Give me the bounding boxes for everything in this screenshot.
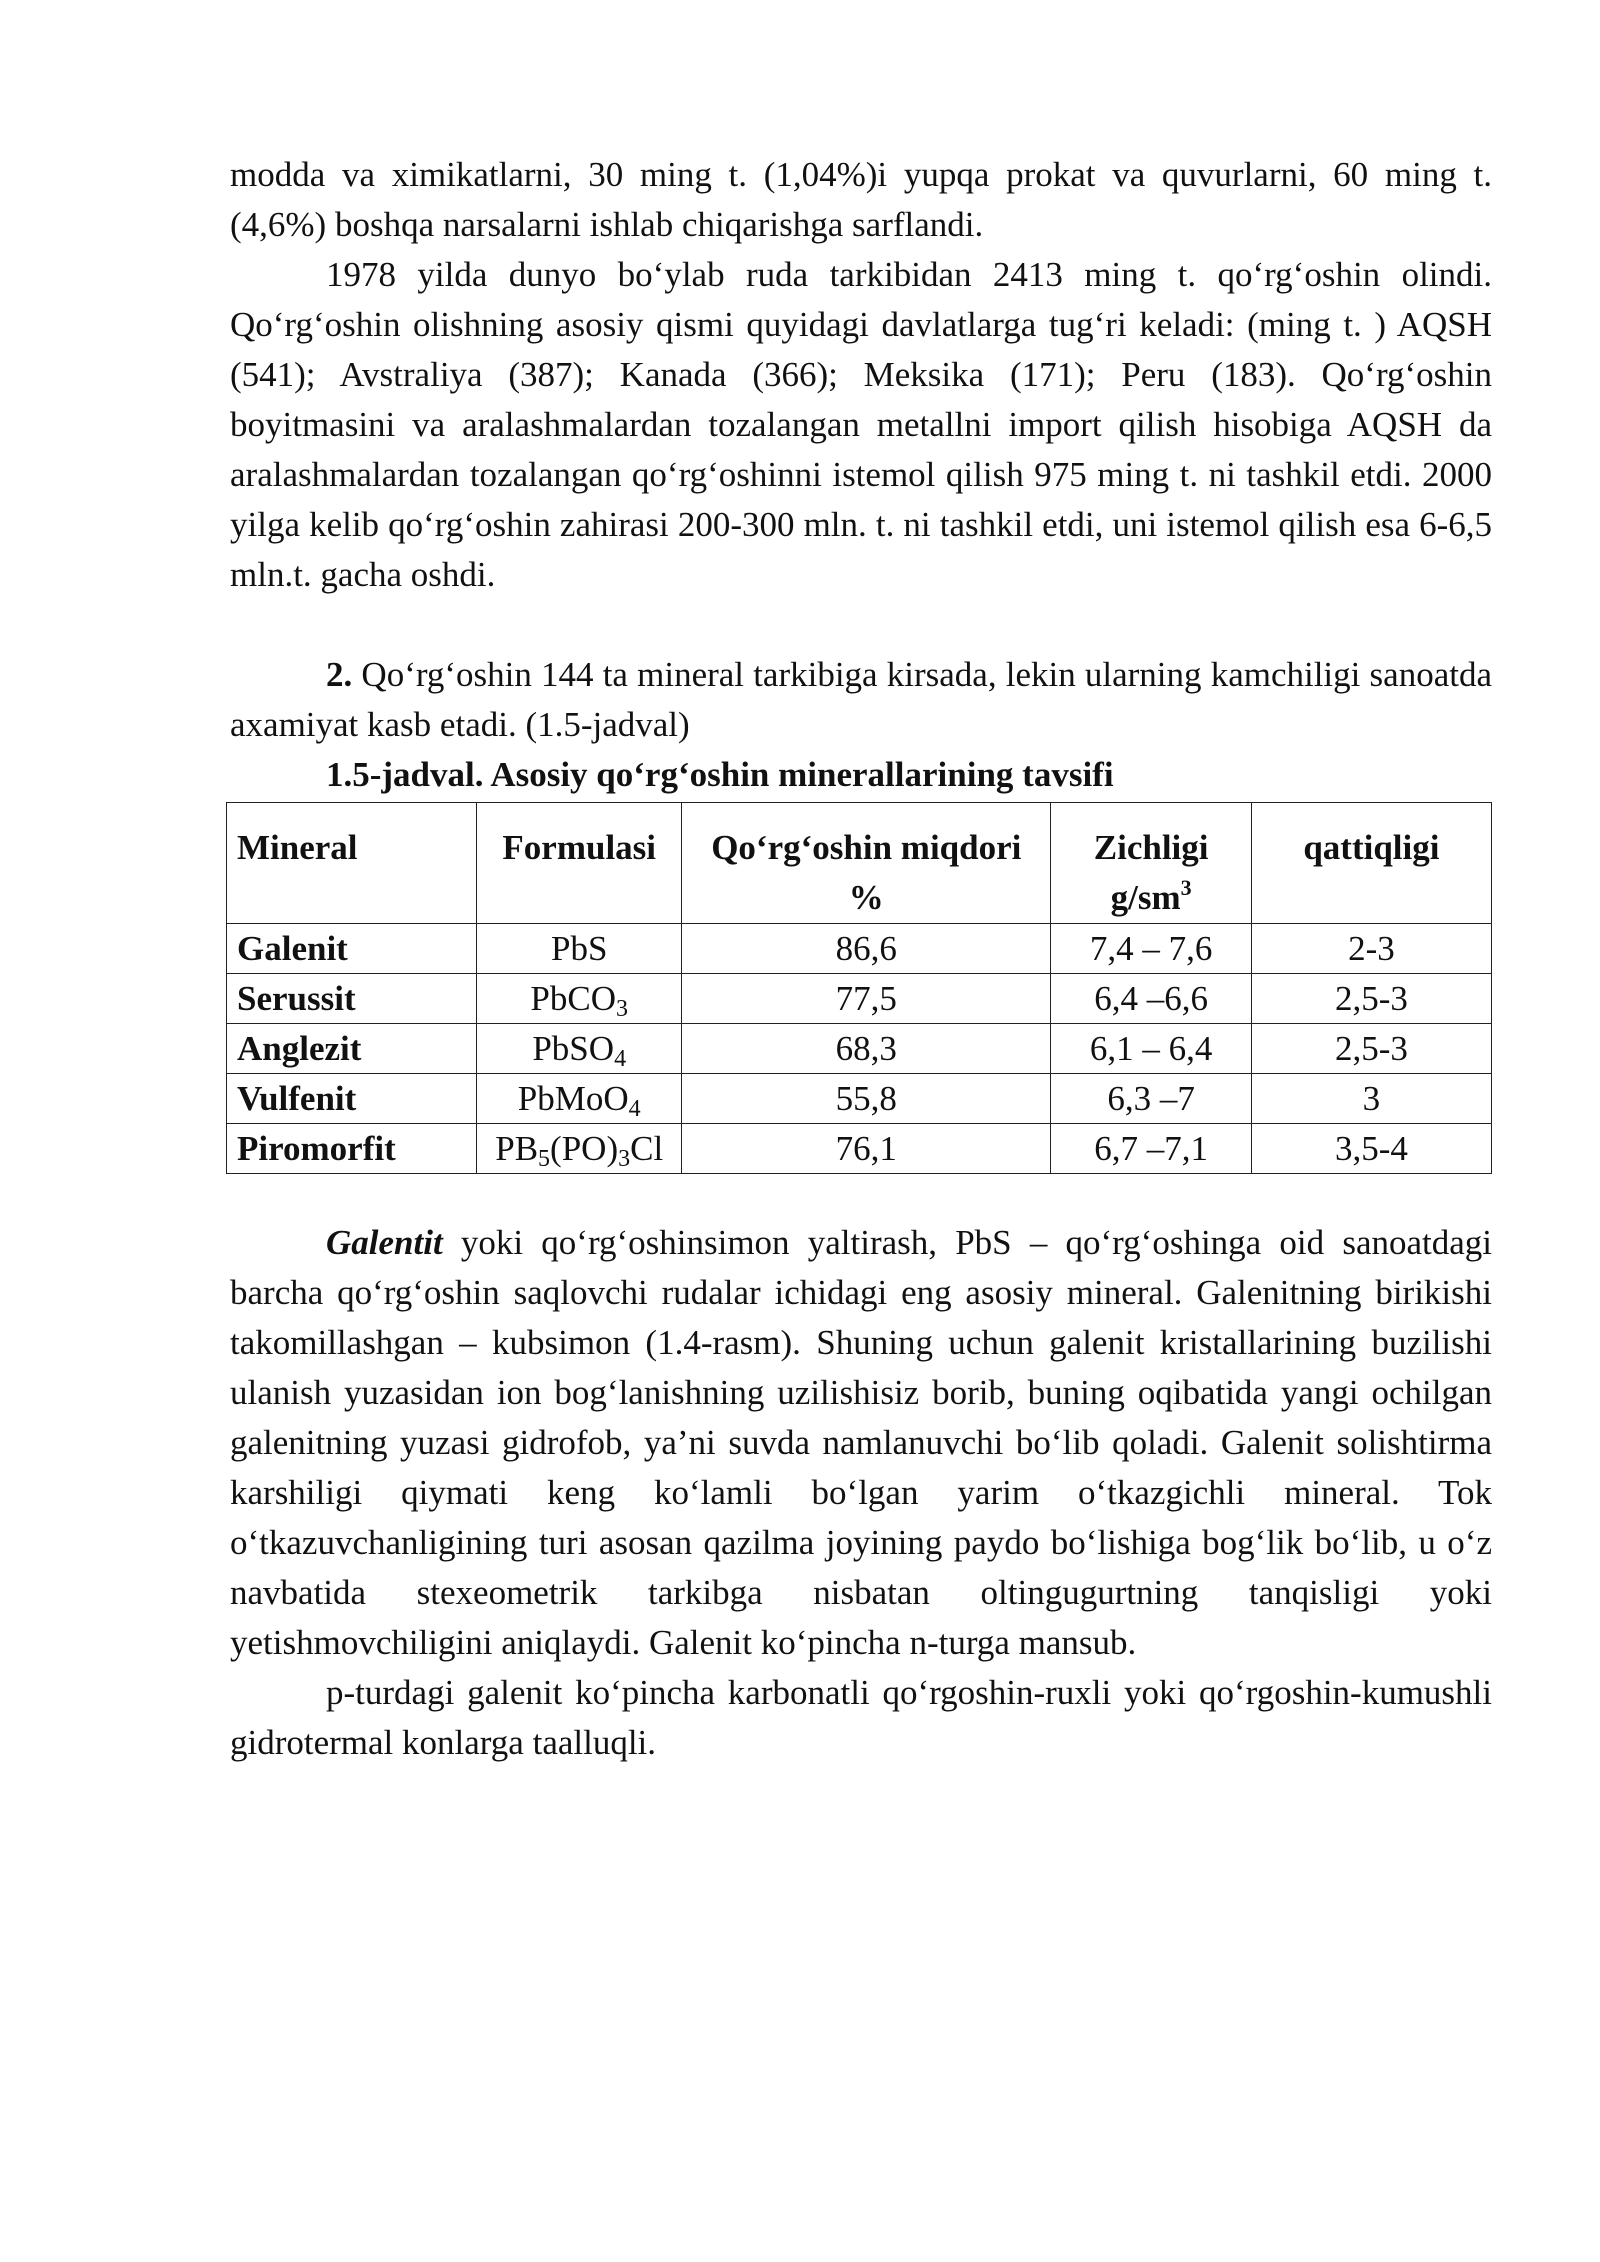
header-lead-line2: % — [848, 878, 884, 917]
header-lead-line1: Qo‘rg‘oshin miqdori — [711, 828, 1022, 867]
cell-density: 6,1 – 6,4 — [1051, 1024, 1251, 1074]
cell-lead-content: 68,3 — [682, 1024, 1051, 1074]
header-density-line1: Zichligi — [1093, 828, 1209, 867]
section-number: 2. — [326, 655, 353, 694]
formula-part: PbS — [550, 929, 608, 968]
header-formula: Formulasi — [477, 803, 682, 924]
cell-density: 6,4 –6,6 — [1051, 974, 1251, 1024]
header-lead-content — [682, 803, 1051, 924]
cell-formula — [477, 924, 682, 974]
paragraph-minerals — [230, 650, 1492, 750]
header-density-unit-exponent: 3 — [1180, 875, 1192, 900]
table-header-row — [227, 803, 1492, 924]
cell-lead-content: 86,6 — [682, 924, 1051, 974]
formula-part: PB — [495, 1129, 539, 1168]
cell-density: 7,4 – 7,6 — [1051, 924, 1251, 974]
formula-part: PbMoO — [517, 1079, 629, 1118]
cell-formula — [477, 1124, 682, 1174]
galena-term: Galentit — [326, 1223, 443, 1262]
cell-hardness: 3 — [1251, 1074, 1491, 1124]
formula-subscript: 5 — [538, 1146, 551, 1172]
cell-lead-content: 55,8 — [682, 1074, 1051, 1124]
cell-formula — [477, 1024, 682, 1074]
table-title: 1.5-jadval. Asosiy qo‘rg‘oshin minerallarining tavsifi — [326, 755, 1114, 794]
formula-subscript: 3 — [618, 1146, 631, 1172]
cell-mineral-name: Galenit — [227, 924, 477, 974]
cell-lead-content: 76,1 — [682, 1124, 1051, 1174]
header-density-unit: g/sm — [1110, 878, 1181, 917]
formula-part: PbCO — [530, 979, 616, 1018]
cell-density: 6,3 –7 — [1051, 1074, 1251, 1124]
cell-mineral-name: Vulfenit — [227, 1074, 477, 1124]
paragraph-intro: modda va ximikatlarni, 30 ming t. (1,04%)i yupqa prokat va quvurlarni, 60 ming t. (4,6%) boshqa narsalarni ishlab chiqarishga sarflandi. — [230, 155, 1492, 244]
cell-hardness: 3,5-4 — [1251, 1124, 1491, 1174]
cell-hardness: 2-3 — [1251, 924, 1491, 974]
cell-density: 6,7 –7,1 — [1051, 1124, 1251, 1174]
paragraph-galena-text: yoki qo‘rg‘oshinsimon yaltirash, PbS – qo‘rg‘oshinga oid sanoatdagi barcha qo‘rg‘oshin saqlovchi rudalar ichidagi eng asosiy mineral. Galenitning birikishi takomillashgan – kubsimon (1.4-rasm). Shuning uchun galenit kristallarining buzilishi ulanish yuzasidan ion bog‘lanishning uzilishisiz borib, buning oqibatida yangi ochilgan galenitning yuzasi gidrofob, ya’ni suvda namlanuvchi bo‘lib qoladi. Galenit solishtirma karshiligi qiymati keng ko‘lamli bo‘lgan yarim o‘tkazgichli mineral. Tok o‘tkazuvchanligining turi asosan qazilma joyining paydo bo‘lishiga bog‘lik bo‘lib, u o‘z navbatida stexeometrik tarkibga nisbatan oltingugurtning tanqisligi yoki yetishmovchiligini aniqlaydi. Galenit ko‘pincha n-turga mansub. — [230, 1223, 1492, 1662]
cell-hardness: 2,5-3 — [1251, 1024, 1491, 1074]
formula-subscript: 4 — [614, 1046, 627, 1072]
cell-mineral-name: Piromorfit — [227, 1124, 477, 1174]
formula-subscript: 3 — [616, 996, 628, 1022]
formula-part: Cl — [630, 1129, 664, 1168]
cell-hardness: 2,5-3 — [1251, 974, 1491, 1024]
paragraph-minerals-text: Qo‘rg‘oshin 144 ta mineral tarkibiga kirsada, lekin ularning kamchiligi sanoatda axamiyat kasb etadi. (1.5-jadval) — [230, 655, 1492, 744]
document-page — [230, 150, 1492, 1768]
paragraph-production: 1978 yilda dunyo bo‘ylab ruda tarkibidan 2413 ming t. qo‘rg‘oshin olindi. Qo‘rg‘oshin olishning asosiy qismi quyidagi davlatlarga tug‘ri keladi: (ming t. ) AQSH (541); Avstraliya (387); Kanada (366); Meksika (171); Peru (183). Qo‘rg‘oshin boyitmasini va aralashmalardan tozalangan metallni import qilish hisobiga AQSH da aralashmalardan tozalangan qo‘rg‘oshinni istemol qilish 975 ming t. ni tashkil etdi. 2000 yilga kelib qo‘rg‘oshin zahirasi 200-300 mln. t. ni tashkil etdi, uni istemol qilish esa 6-6,5 mln.t. gacha oshdi. — [230, 255, 1492, 594]
table-row — [227, 1074, 1492, 1124]
cell-mineral-name: Serussit — [227, 974, 477, 1024]
formula-part: PbSO — [532, 1029, 615, 1068]
header-hardness: qattiqligi — [1251, 803, 1491, 924]
cell-formula — [477, 1074, 682, 1124]
table-body — [227, 924, 1492, 1174]
table-row — [227, 1124, 1492, 1174]
table-row — [227, 1024, 1492, 1074]
cell-mineral-name: Anglezit — [227, 1024, 477, 1074]
header-mineral: Mineral — [227, 803, 477, 924]
formula-subscript: 4 — [628, 1096, 641, 1122]
header-density — [1051, 803, 1251, 924]
paragraph-p-type-galena: p-turdagi galenit ko‘pincha karbonatli qo‘rgoshin-ruxli yoki qo‘rgoshin-kumushli gidrotermal konlarga taalluqli. — [230, 1673, 1492, 1762]
cell-lead-content: 77,5 — [682, 974, 1051, 1024]
table-row — [227, 924, 1492, 974]
table-row — [227, 974, 1492, 1024]
cell-formula — [477, 974, 682, 1024]
formula-part: (PO) — [550, 1129, 619, 1168]
paragraph-galena — [230, 1218, 1492, 1668]
minerals-table — [226, 802, 1492, 1174]
